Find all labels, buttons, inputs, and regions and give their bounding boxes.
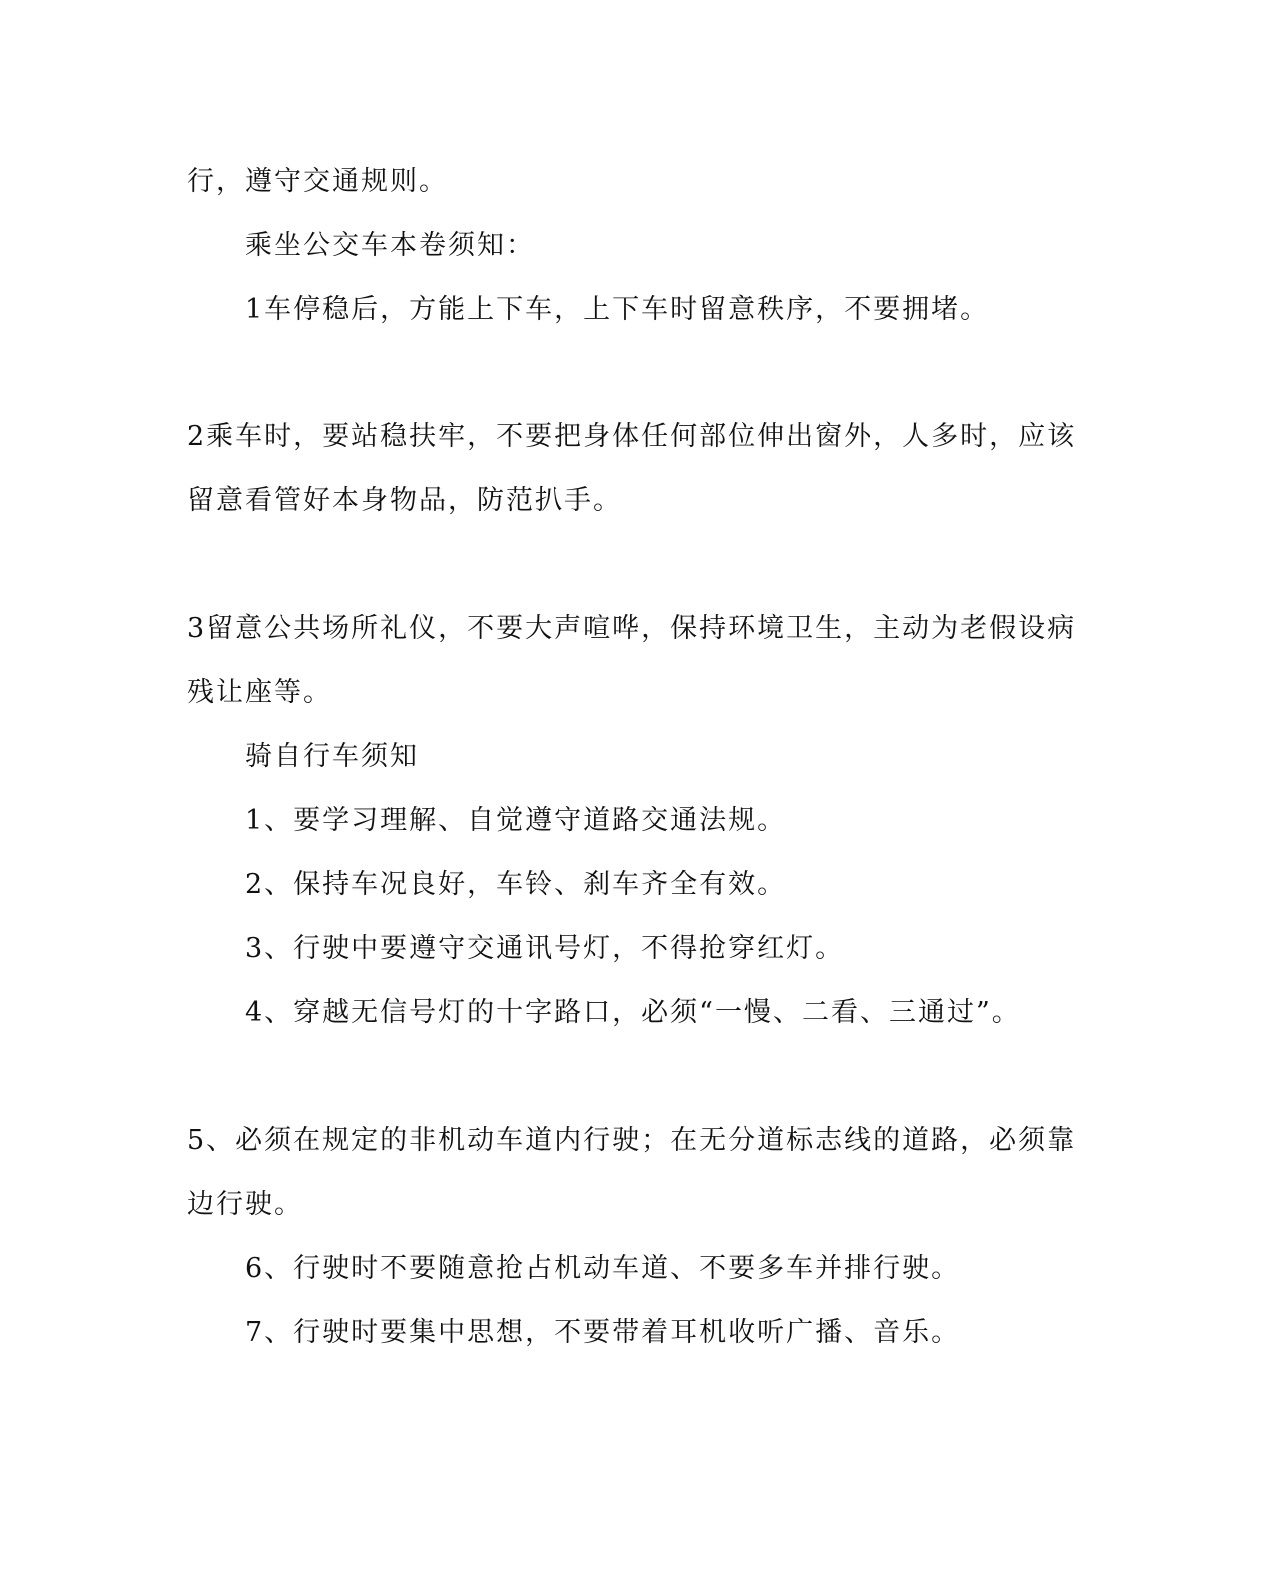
section-heading-bicycle: 骑自行车须知 (245, 741, 419, 772)
bus-rule-3-line-2: 残让座等。 (187, 677, 332, 708)
bicycle-rule-1: 1、要学习理解、自觉遵守道路交通法规。 (245, 805, 787, 836)
bicycle-rule-2: 2、保持车况良好，车铃、刹车齐全有效。 (245, 869, 787, 900)
bus-rule-2-line-2: 留意看管好本身物品，防范扒手。 (187, 485, 622, 516)
bicycle-rule-4: 4、穿越无信号灯的十字路口，必须“一慢、二看、三通过”。 (245, 997, 1021, 1028)
section-heading-bus: 乘坐公交车本卷须知： (245, 230, 535, 261)
paragraph-line-1: 行，遵守交通规则。 (187, 166, 448, 197)
bicycle-rule-7: 7、行驶时要集中思想，不要带着耳机收听广播、音乐。 (245, 1317, 961, 1348)
bicycle-rule-5-line-1: 5、必须在规定的非机动车道内行驶；在无分道标志线的道路，必须靠 (187, 1125, 1077, 1156)
bus-rule-1: 1车停稳后，方能上下车，上下车时留意秩序，不要拥堵。 (245, 294, 990, 325)
bicycle-rule-5-line-2: 边行驶。 (187, 1189, 303, 1220)
bus-rule-2-line-1: 2乘车时，要站稳扶牢，不要把身体任何部位伸出窗外，人多时，应该 (187, 421, 1077, 452)
bicycle-rule-3: 3、行驶中要遵守交通讯号灯，不得抢穿红灯。 (245, 933, 845, 964)
bicycle-rule-6: 6、行驶时不要随意抢占机动车道、不要多车并排行驶。 (245, 1253, 961, 1284)
bus-rule-3-line-1: 3留意公共场所礼仪，不要大声喧哗，保持环境卫生，主动为老假设病 (187, 613, 1077, 644)
